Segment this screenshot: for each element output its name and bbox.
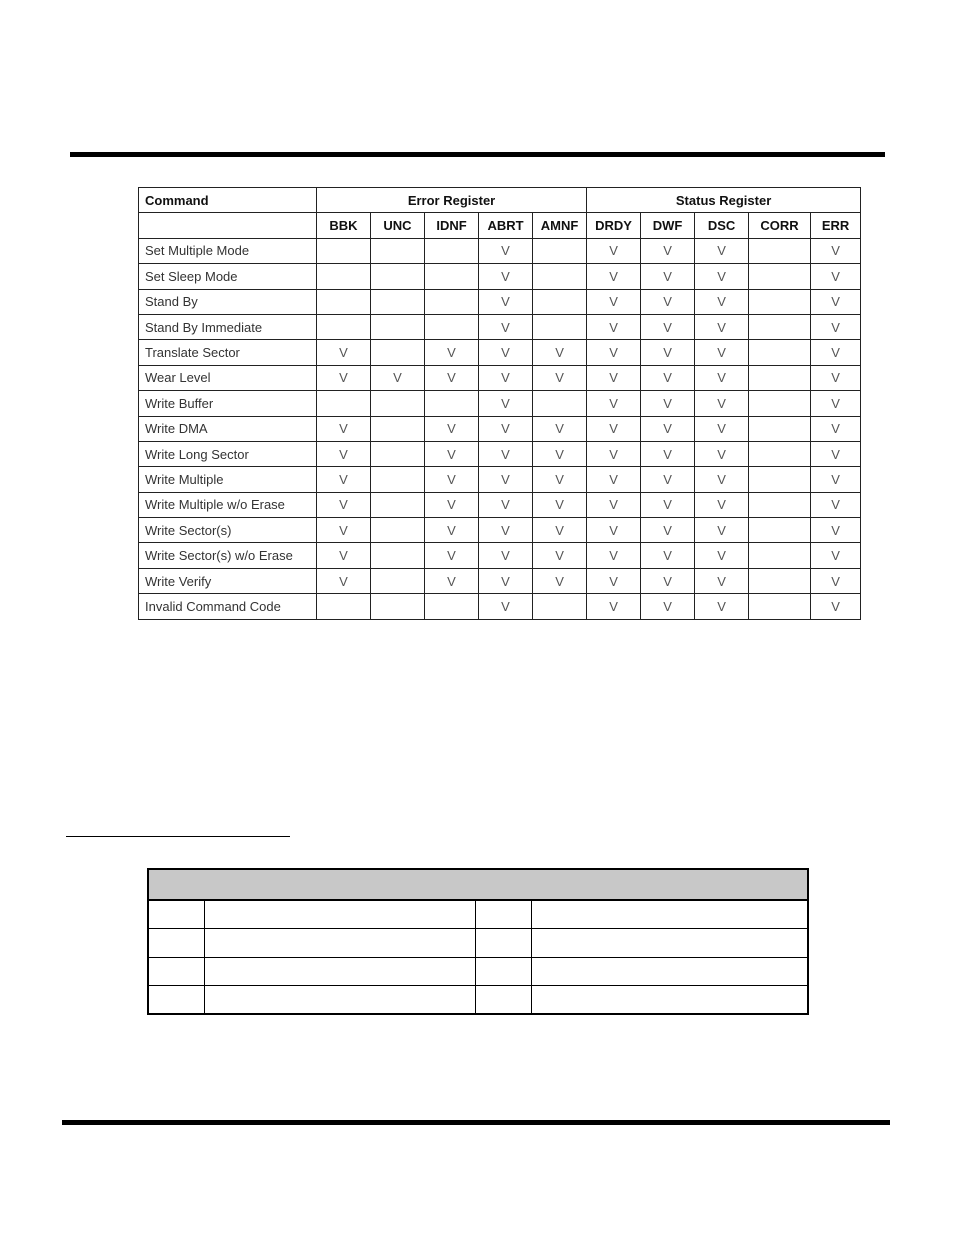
mark-cell-abrt: V	[479, 391, 533, 416]
mark-cell-bbk	[317, 314, 371, 339]
mark-cell-idnf: V	[425, 467, 479, 492]
mark-cell-bbk	[317, 264, 371, 289]
mark-cell-idnf: V	[425, 441, 479, 466]
mark-cell-abrt: V	[479, 543, 533, 568]
mark-cell-abrt: V	[479, 492, 533, 517]
mark-cell-dsc: V	[695, 340, 749, 365]
blank-table-cell	[475, 929, 531, 958]
mark-cell-bbk	[317, 289, 371, 314]
column-header-idnf: IDNF	[425, 213, 479, 238]
mark-cell-idnf: V	[425, 492, 479, 517]
table-row	[139, 594, 861, 619]
mark-cell-amnf	[533, 314, 587, 339]
mark-cell-amnf: V	[533, 441, 587, 466]
mark-cell-drdy: V	[587, 365, 641, 390]
blank-table-cell	[531, 929, 808, 958]
mark-cell-abrt: V	[479, 568, 533, 593]
mark-cell-dwf: V	[641, 467, 695, 492]
mark-cell-idnf: V	[425, 518, 479, 543]
blank-table-header-row	[148, 869, 808, 900]
mark-cell-dsc: V	[695, 416, 749, 441]
mark-cell-idnf: V	[425, 365, 479, 390]
table-row	[139, 340, 861, 365]
mark-cell-bbk: V	[317, 441, 371, 466]
blank-table-cell	[475, 900, 531, 929]
column-header-drdy: DRDY	[587, 213, 641, 238]
column-header-bbk: BBK	[317, 213, 371, 238]
command-name: Invalid Command Code	[139, 594, 317, 619]
command-name: Set Multiple Mode	[139, 238, 317, 263]
mark-cell-idnf	[425, 264, 479, 289]
table-row	[139, 492, 861, 517]
mark-cell-corr	[749, 467, 811, 492]
mark-cell-abrt: V	[479, 289, 533, 314]
mark-cell-amnf	[533, 594, 587, 619]
mark-cell-abrt: V	[479, 340, 533, 365]
mark-cell-amnf	[533, 289, 587, 314]
blank-table-row	[148, 929, 808, 958]
blank-table-cell	[148, 900, 204, 929]
command-name: Write Multiple w/o Erase	[139, 492, 317, 517]
mark-cell-bbk: V	[317, 365, 371, 390]
mark-cell-drdy: V	[587, 594, 641, 619]
blank-table-cell	[475, 986, 531, 1015]
column-header-dsc: DSC	[695, 213, 749, 238]
mark-cell-dwf: V	[641, 441, 695, 466]
blank-table-cell	[148, 986, 204, 1015]
mark-cell-amnf: V	[533, 416, 587, 441]
mark-cell-dwf: V	[641, 365, 695, 390]
mark-cell-corr	[749, 391, 811, 416]
mark-cell-dsc: V	[695, 238, 749, 263]
mark-cell-amnf: V	[533, 568, 587, 593]
mark-cell-abrt: V	[479, 518, 533, 543]
command-register-table	[138, 187, 861, 620]
mark-cell-unc	[371, 264, 425, 289]
mark-cell-bbk: V	[317, 543, 371, 568]
mark-cell-corr	[749, 492, 811, 517]
table-row	[139, 314, 861, 339]
mark-cell-corr	[749, 314, 811, 339]
mark-cell-unc	[371, 594, 425, 619]
mark-cell-unc	[371, 518, 425, 543]
mark-cell-dwf: V	[641, 594, 695, 619]
mark-cell-dsc: V	[695, 365, 749, 390]
blank-table-header-cell	[148, 869, 808, 900]
mark-cell-amnf: V	[533, 518, 587, 543]
mark-cell-idnf: V	[425, 340, 479, 365]
command-header: Command	[139, 188, 317, 213]
mark-cell-corr	[749, 518, 811, 543]
mark-cell-err: V	[811, 238, 861, 263]
table-row	[139, 441, 861, 466]
mark-cell-bbk	[317, 238, 371, 263]
mark-cell-amnf: V	[533, 467, 587, 492]
mark-cell-unc	[371, 340, 425, 365]
group-header-row	[139, 188, 861, 213]
command-name: Write Buffer	[139, 391, 317, 416]
mark-cell-unc	[371, 289, 425, 314]
mark-cell-unc	[371, 492, 425, 517]
mark-cell-dwf: V	[641, 518, 695, 543]
mark-cell-err: V	[811, 314, 861, 339]
mark-cell-unc	[371, 314, 425, 339]
mark-cell-dwf: V	[641, 289, 695, 314]
mark-cell-bbk: V	[317, 467, 371, 492]
blank-table-cell	[531, 986, 808, 1015]
blank-table-row	[148, 957, 808, 986]
mark-cell-unc	[371, 416, 425, 441]
mark-cell-bbk: V	[317, 518, 371, 543]
mark-cell-amnf	[533, 264, 587, 289]
mark-cell-bbk: V	[317, 416, 371, 441]
mark-cell-abrt: V	[479, 441, 533, 466]
command-name: Write Sector(s) w/o Erase	[139, 543, 317, 568]
mark-cell-drdy: V	[587, 391, 641, 416]
command-name: Stand By Immediate	[139, 314, 317, 339]
mark-cell-bbk: V	[317, 492, 371, 517]
mark-cell-drdy: V	[587, 416, 641, 441]
mark-cell-err: V	[811, 594, 861, 619]
table-row	[139, 365, 861, 390]
mark-cell-dwf: V	[641, 264, 695, 289]
mark-cell-amnf	[533, 391, 587, 416]
mark-cell-dsc: V	[695, 467, 749, 492]
mark-cell-corr	[749, 543, 811, 568]
table-row	[139, 289, 861, 314]
mark-cell-amnf	[533, 238, 587, 263]
mark-cell-dsc: V	[695, 518, 749, 543]
blank-table-row	[148, 900, 808, 929]
mark-cell-unc	[371, 467, 425, 492]
mark-cell-unc	[371, 238, 425, 263]
mark-cell-unc	[371, 568, 425, 593]
mark-cell-dwf: V	[641, 543, 695, 568]
mark-cell-drdy: V	[587, 492, 641, 517]
mark-cell-err: V	[811, 441, 861, 466]
mark-cell-dsc: V	[695, 492, 749, 517]
mark-cell-bbk	[317, 594, 371, 619]
mark-cell-err: V	[811, 289, 861, 314]
blank-table-cell	[204, 929, 475, 958]
mark-cell-dwf: V	[641, 492, 695, 517]
mark-cell-dsc: V	[695, 391, 749, 416]
mark-cell-bbk: V	[317, 568, 371, 593]
mark-cell-dsc: V	[695, 441, 749, 466]
mark-cell-err: V	[811, 365, 861, 390]
blank-table-cell	[531, 957, 808, 986]
mark-cell-idnf: V	[425, 568, 479, 593]
status-register-header: Status Register	[587, 188, 861, 213]
mark-cell-drdy: V	[587, 518, 641, 543]
mark-cell-err: V	[811, 416, 861, 441]
blank-table-cell	[204, 986, 475, 1015]
command-name: Wear Level	[139, 365, 317, 390]
mark-cell-idnf	[425, 238, 479, 263]
mark-cell-dsc: V	[695, 264, 749, 289]
column-header-corr: CORR	[749, 213, 811, 238]
mark-cell-unc	[371, 441, 425, 466]
blank-table-cell	[204, 900, 475, 929]
mark-cell-abrt: V	[479, 264, 533, 289]
mark-cell-corr	[749, 416, 811, 441]
blank-table-cell	[148, 929, 204, 958]
mark-cell-dwf: V	[641, 416, 695, 441]
mark-cell-err: V	[811, 340, 861, 365]
command-name: Stand By	[139, 289, 317, 314]
blank-table-cell	[204, 957, 475, 986]
mark-cell-amnf: V	[533, 543, 587, 568]
mark-cell-amnf: V	[533, 492, 587, 517]
mark-cell-dsc: V	[695, 289, 749, 314]
mark-cell-drdy: V	[587, 314, 641, 339]
mark-cell-dwf: V	[641, 238, 695, 263]
blank-table-body	[148, 869, 808, 1014]
mark-cell-idnf	[425, 594, 479, 619]
table-row	[139, 264, 861, 289]
table-row	[139, 391, 861, 416]
column-header-abrt: ABRT	[479, 213, 533, 238]
mark-cell-drdy: V	[587, 264, 641, 289]
mark-cell-drdy: V	[587, 568, 641, 593]
mark-cell-unc	[371, 543, 425, 568]
mark-cell-corr	[749, 238, 811, 263]
mark-cell-corr	[749, 289, 811, 314]
mark-cell-err: V	[811, 264, 861, 289]
mark-cell-drdy: V	[587, 289, 641, 314]
table-row	[139, 467, 861, 492]
command-name: Set Sleep Mode	[139, 264, 317, 289]
mark-cell-corr	[749, 441, 811, 466]
mark-cell-dsc: V	[695, 543, 749, 568]
mark-cell-amnf: V	[533, 340, 587, 365]
command-name: Write Long Sector	[139, 441, 317, 466]
command-name: Write DMA	[139, 416, 317, 441]
mark-cell-idnf: V	[425, 416, 479, 441]
mark-cell-corr	[749, 340, 811, 365]
mark-cell-idnf	[425, 391, 479, 416]
mark-cell-err: V	[811, 467, 861, 492]
mark-cell-dsc: V	[695, 314, 749, 339]
column-header-dwf: DWF	[641, 213, 695, 238]
bottom-rule	[62, 1120, 890, 1125]
mark-cell-idnf: V	[425, 543, 479, 568]
table-row	[139, 518, 861, 543]
mark-cell-corr	[749, 568, 811, 593]
mark-cell-bbk: V	[317, 340, 371, 365]
column-header-amnf: AMNF	[533, 213, 587, 238]
mark-cell-idnf	[425, 289, 479, 314]
mark-cell-dwf: V	[641, 568, 695, 593]
mark-cell-corr	[749, 264, 811, 289]
mark-cell-err: V	[811, 391, 861, 416]
mark-cell-dwf: V	[641, 391, 695, 416]
mark-cell-dsc: V	[695, 568, 749, 593]
mark-cell-drdy: V	[587, 238, 641, 263]
mark-cell-dwf: V	[641, 340, 695, 365]
mark-cell-bbk	[317, 391, 371, 416]
empty-header-cell	[139, 213, 317, 238]
column-header-row	[139, 213, 861, 238]
blank-table-cell	[475, 957, 531, 986]
blank-table-row	[148, 986, 808, 1015]
command-name: Write Verify	[139, 568, 317, 593]
command-name: Write Sector(s)	[139, 518, 317, 543]
blank-table-cell	[148, 957, 204, 986]
mark-cell-unc: V	[371, 365, 425, 390]
error-register-header: Error Register	[317, 188, 587, 213]
table-row	[139, 543, 861, 568]
mark-cell-err: V	[811, 543, 861, 568]
top-rule	[70, 152, 885, 157]
mark-cell-dwf: V	[641, 314, 695, 339]
mark-cell-abrt: V	[479, 416, 533, 441]
mark-cell-err: V	[811, 492, 861, 517]
blank-table-cell	[531, 900, 808, 929]
mark-cell-drdy: V	[587, 441, 641, 466]
mark-cell-abrt: V	[479, 365, 533, 390]
mark-cell-err: V	[811, 518, 861, 543]
mark-cell-abrt: V	[479, 467, 533, 492]
section-underline	[66, 836, 290, 837]
mark-cell-dsc: V	[695, 594, 749, 619]
command-name: Write Multiple	[139, 467, 317, 492]
mark-cell-amnf: V	[533, 365, 587, 390]
mark-cell-corr	[749, 594, 811, 619]
mark-cell-abrt: V	[479, 594, 533, 619]
column-header-unc: UNC	[371, 213, 425, 238]
mark-cell-drdy: V	[587, 340, 641, 365]
table-row	[139, 568, 861, 593]
column-header-err: ERR	[811, 213, 861, 238]
mark-cell-abrt: V	[479, 314, 533, 339]
mark-cell-drdy: V	[587, 543, 641, 568]
blank-table	[147, 868, 809, 1015]
command-table-body	[139, 238, 861, 619]
mark-cell-corr	[749, 365, 811, 390]
mark-cell-drdy: V	[587, 467, 641, 492]
table-row	[139, 416, 861, 441]
table-row	[139, 238, 861, 263]
mark-cell-idnf	[425, 314, 479, 339]
command-name: Translate Sector	[139, 340, 317, 365]
mark-cell-abrt: V	[479, 238, 533, 263]
mark-cell-unc	[371, 391, 425, 416]
mark-cell-err: V	[811, 568, 861, 593]
